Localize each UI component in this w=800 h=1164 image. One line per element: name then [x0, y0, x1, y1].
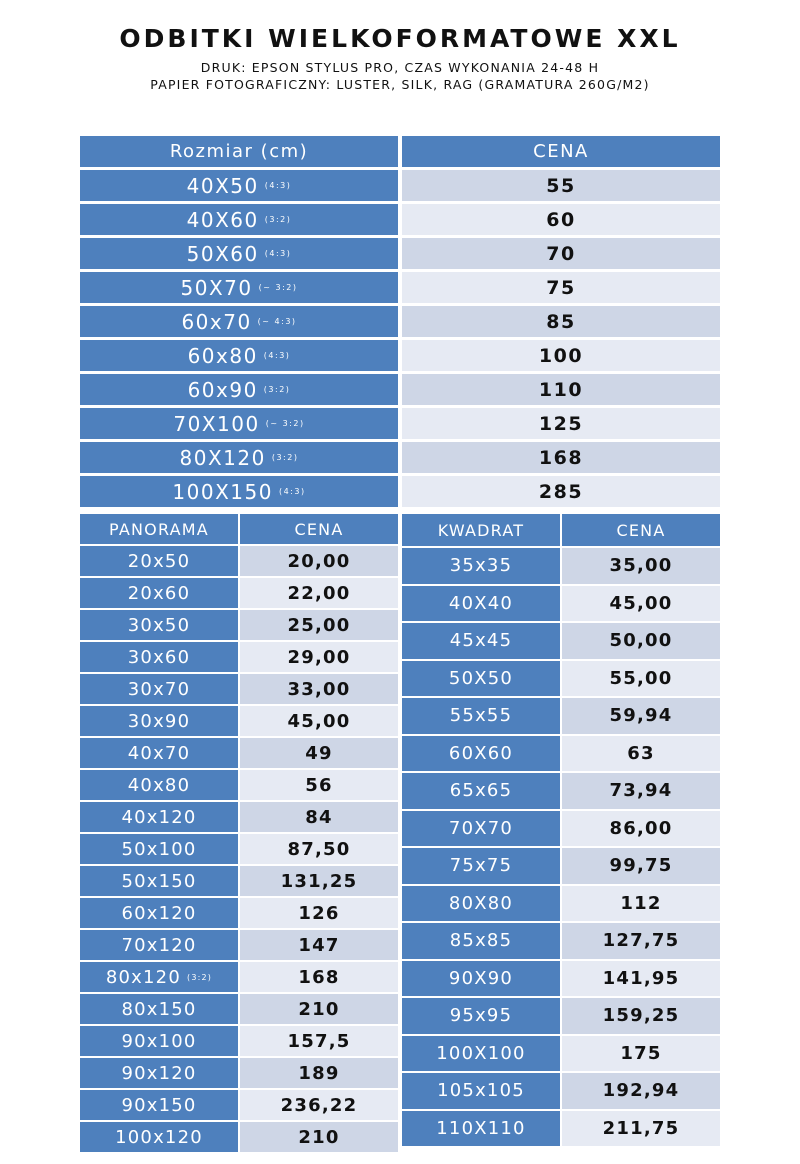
price-cell: 55: [402, 170, 720, 201]
size-cell: [80, 642, 238, 672]
table-row: [80, 866, 398, 896]
price-cell: 45,00: [562, 586, 720, 622]
size-value: 90x150: [121, 1094, 197, 1116]
size-value: 40X60: [186, 207, 259, 232]
size-value: 105x105: [437, 1080, 525, 1102]
price-cell: 20,00: [240, 546, 398, 576]
table-row: [80, 306, 720, 337]
price-cell: 25,00: [240, 610, 398, 640]
size-cell: [80, 238, 398, 269]
size-cell: [80, 1090, 238, 1120]
size-value: 90X90: [448, 967, 514, 989]
kwadrat-price-table: [402, 514, 720, 1148]
table-row: [402, 586, 720, 622]
size-cell: [80, 204, 398, 235]
price-cell: 125: [402, 408, 720, 439]
size-cell: [402, 773, 560, 809]
size-value: 20x60: [127, 582, 191, 604]
size-value: 50X70: [180, 275, 253, 300]
table-row: [80, 546, 398, 576]
aspect-ratio: (~ 3:2): [265, 419, 305, 428]
table-row: [80, 204, 720, 235]
size-cell: [80, 706, 238, 736]
size-cell: [80, 674, 238, 704]
size-cell: [402, 736, 560, 772]
panorama-price-header: CENA: [240, 514, 398, 544]
price-cell: 50,00: [562, 623, 720, 659]
price-cell: 60: [402, 204, 720, 235]
table-row: [80, 442, 720, 473]
size-value: 60x120: [121, 902, 197, 924]
aspect-ratio: (3:2): [263, 385, 291, 394]
table-row: [402, 923, 720, 959]
price-cell: 86,00: [562, 811, 720, 847]
size-cell: [402, 698, 560, 734]
size-value: 45x45: [449, 630, 513, 652]
table-row: [80, 1090, 398, 1120]
size-cell: [80, 802, 238, 832]
price-cell: 110: [402, 374, 720, 405]
size-cell: [402, 1073, 560, 1109]
size-value: 65x65: [449, 780, 513, 802]
table-row: [80, 674, 398, 704]
size-cell: [402, 1111, 560, 1147]
size-cell: [402, 661, 560, 697]
size-cell: [402, 586, 560, 622]
table-row: [80, 738, 398, 768]
size-cell: [80, 578, 238, 608]
size-value: 60X60: [448, 742, 514, 764]
size-value: 80X80: [448, 892, 514, 914]
size-value: 80X120: [179, 445, 266, 470]
size-value: 30x70: [127, 678, 191, 700]
page-header: [0, 0, 800, 93]
aspect-ratio: (4:3): [264, 181, 292, 190]
price-cell: 210: [240, 994, 398, 1024]
size-value: 60x70: [181, 309, 252, 334]
table-row: [402, 848, 720, 884]
size-value: 40X40: [448, 592, 514, 614]
aspect-ratio: (3:2): [264, 215, 292, 224]
price-cell: 189: [240, 1058, 398, 1088]
table-row: [80, 1026, 398, 1056]
size-cell: [80, 1026, 238, 1056]
price-cell: 131,25: [240, 866, 398, 896]
size-cell: [80, 272, 398, 303]
kwadrat-column-header: KWADRAT: [402, 514, 560, 546]
size-cell: [402, 998, 560, 1034]
size-cell: [80, 866, 238, 896]
size-cell: [80, 408, 398, 439]
size-value: 40x70: [127, 742, 191, 764]
page-title: ODBITKI WIELKOFORMATOWE XXL: [119, 24, 681, 53]
table-row: [80, 1122, 398, 1152]
table-row: [402, 811, 720, 847]
table-row: [402, 998, 720, 1034]
price-cell: 22,00: [240, 578, 398, 608]
table-row: [402, 1036, 720, 1072]
size-cell: [402, 811, 560, 847]
table-row: [80, 374, 720, 405]
price-cell: 168: [240, 962, 398, 992]
table-row: [80, 802, 398, 832]
size-cell: [80, 994, 238, 1024]
size-value: 50X50: [448, 667, 514, 689]
size-cell: [402, 623, 560, 659]
price-cell: 59,94: [562, 698, 720, 734]
size-value: 100X100: [436, 1042, 526, 1064]
size-value: 30x90: [127, 710, 191, 732]
price-cell: 35,00: [562, 548, 720, 584]
price-cell: 236,22: [240, 1090, 398, 1120]
size-value: 95x95: [449, 1005, 513, 1027]
table-row: [402, 773, 720, 809]
size-value: 30x60: [127, 646, 191, 668]
size-value: 80x150: [121, 998, 197, 1020]
size-value: 100x120: [115, 1126, 203, 1148]
size-cell: [402, 1036, 560, 1072]
price-cell: 70: [402, 238, 720, 269]
size-value: 60x90: [187, 377, 258, 402]
size-cell: [80, 1058, 238, 1088]
size-cell: [80, 930, 238, 960]
size-cell: [402, 923, 560, 959]
table-row: [80, 898, 398, 928]
size-cell: [80, 546, 238, 576]
size-value: 35x35: [449, 555, 513, 577]
price-cell: 141,95: [562, 961, 720, 997]
price-cell: 29,00: [240, 642, 398, 672]
table-row: [402, 1111, 720, 1147]
aspect-ratio: (~ 3:2): [258, 283, 298, 292]
table-row: [402, 623, 720, 659]
aspect-ratio: (4:3): [264, 249, 292, 258]
price-cell: 210: [240, 1122, 398, 1152]
table-row: [80, 610, 398, 640]
price-cell: 157,5: [240, 1026, 398, 1056]
table-row: [80, 770, 398, 800]
paper-info: PAPIER FOTOGRAFICZNY: LUSTER, SILK, RAG (GRAMATURA 260G/M2): [150, 77, 650, 92]
panorama-price-table: [80, 514, 398, 1154]
size-value: 70X100: [173, 411, 260, 436]
price-cell: 85: [402, 306, 720, 337]
table-row: [80, 578, 398, 608]
size-value: 40x120: [121, 806, 197, 828]
size-value: 40x80: [127, 774, 191, 796]
price-cell: 126: [240, 898, 398, 928]
size-cell: [402, 848, 560, 884]
size-value: 70X70: [448, 817, 514, 839]
table-row: [80, 238, 720, 269]
table-row: [80, 642, 398, 672]
table-row: [80, 994, 398, 1024]
price-cell: 75: [402, 272, 720, 303]
aspect-ratio: (4:3): [263, 351, 291, 360]
table-row: [80, 408, 720, 439]
table-row: [402, 661, 720, 697]
table-row: [80, 930, 398, 960]
price-cell: 100: [402, 340, 720, 371]
price-cell: 55,00: [562, 661, 720, 697]
size-value: 50X60: [186, 241, 259, 266]
size-value: 60x80: [187, 343, 258, 368]
size-value: 90x100: [121, 1030, 197, 1052]
size-cell: [80, 1122, 238, 1152]
size-value: 20x50: [127, 550, 191, 572]
size-cell: [80, 374, 398, 405]
table-row: [80, 476, 720, 507]
table-row: [80, 170, 720, 201]
price-cell: 175: [562, 1036, 720, 1072]
size-cell: [80, 834, 238, 864]
table-row: [80, 272, 720, 303]
price-cell: 211,75: [562, 1111, 720, 1147]
price-cell: 56: [240, 770, 398, 800]
table-row: [402, 698, 720, 734]
table-row: [80, 834, 398, 864]
size-cell: [80, 340, 398, 371]
price-cell: 112: [562, 886, 720, 922]
size-cell: [80, 306, 398, 337]
size-value: 80x120: [105, 966, 181, 988]
print-info: DRUK: EPSON STYLUS PRO, CZAS WYKONANIA 24-48 H: [200, 60, 600, 75]
size-value: 75x75: [449, 855, 513, 877]
aspect-ratio: (3:2): [271, 453, 299, 462]
size-value: 55x55: [449, 705, 513, 727]
table-row: [402, 548, 720, 584]
price-cell: 285: [402, 476, 720, 507]
table-row: [80, 1058, 398, 1088]
size-cell: [80, 442, 398, 473]
panorama-column-header: PANORAMA: [80, 514, 238, 544]
main-table-header: [80, 136, 720, 167]
size-cell: [402, 961, 560, 997]
size-value: 40X50: [186, 173, 259, 198]
size-value: 110X110: [436, 1117, 526, 1139]
size-value: 50x100: [121, 838, 197, 860]
table-row: [80, 340, 720, 371]
price-cell: 84: [240, 802, 398, 832]
price-cell: 63: [562, 736, 720, 772]
aspect-ratio: (3:2): [187, 972, 213, 982]
size-value: 30x50: [127, 614, 191, 636]
size-column-header: Rozmiar (cm): [80, 136, 398, 167]
size-value: 100X150: [172, 479, 273, 504]
size-cell: [80, 476, 398, 507]
price-cell: 192,94: [562, 1073, 720, 1109]
size-value: 85x85: [449, 930, 513, 952]
size-cell: [80, 170, 398, 201]
price-cell: 33,00: [240, 674, 398, 704]
size-cell: [402, 548, 560, 584]
aspect-ratio: (~ 4:3): [257, 317, 297, 326]
price-cell: 147: [240, 930, 398, 960]
table-row: [402, 961, 720, 997]
table-row: [80, 706, 398, 736]
price-cell: 159,25: [562, 998, 720, 1034]
size-value: 70x120: [121, 934, 197, 956]
price-cell: 45,00: [240, 706, 398, 736]
size-cell: [402, 886, 560, 922]
table-row: [402, 736, 720, 772]
kwadrat-price-header: CENA: [562, 514, 720, 546]
price-cell: 99,75: [562, 848, 720, 884]
panorama-table-header: [80, 514, 398, 544]
table-row: [402, 1073, 720, 1109]
size-value: 90x120: [121, 1062, 197, 1084]
price-cell: 49: [240, 738, 398, 768]
table-row: [80, 962, 398, 992]
size-cell: [80, 962, 238, 992]
price-cell: 73,94: [562, 773, 720, 809]
size-cell: [80, 898, 238, 928]
size-cell: [80, 738, 238, 768]
size-cell: [80, 610, 238, 640]
aspect-ratio: (4:3): [278, 487, 306, 496]
table-row: [402, 886, 720, 922]
price-cell: 87,50: [240, 834, 398, 864]
kwadrat-table-header: [402, 514, 720, 546]
main-price-table: [80, 136, 720, 510]
size-value: 50x150: [121, 870, 197, 892]
price-cell: 127,75: [562, 923, 720, 959]
price-cell: 168: [402, 442, 720, 473]
size-cell: [80, 770, 238, 800]
price-column-header: CENA: [402, 136, 720, 167]
